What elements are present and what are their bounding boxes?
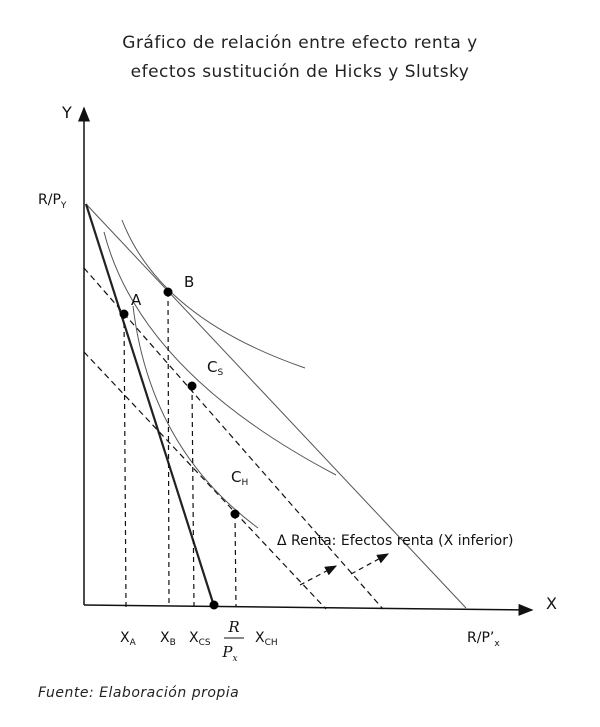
x-axis-label: X (546, 594, 557, 613)
point-ch-label: $C_H$ (231, 468, 249, 488)
drop-line-a (124, 314, 126, 607)
drop-line-b (168, 292, 169, 607)
point-cs-label: $C_S$ (207, 358, 224, 378)
income-arrow-1 (300, 566, 336, 585)
x-intercept-label: $R/P’_x$ (467, 630, 500, 649)
point-ch (231, 510, 240, 519)
income-effect-annotation: Δ Renta: Efectos renta (X inferior) (277, 533, 514, 549)
title-line-2: efectos sustitución de Hicks y Slutsky (130, 62, 470, 82)
y-axis-label: Y (62, 103, 72, 122)
point-b-label: B (184, 273, 195, 291)
point-cs (188, 382, 197, 391)
tick-label-xcs: $X_{CS}$ (189, 630, 211, 648)
point-a-label: A (131, 291, 142, 309)
indifference-curve-mid (104, 232, 336, 475)
point-rpx (210, 601, 219, 610)
tick-label-xa: $X_A$ (120, 630, 136, 648)
compensated-line-slutsky (84, 268, 383, 609)
svg-text:R: R (228, 618, 240, 636)
budget-line-new (86, 204, 214, 606)
point-a (120, 310, 129, 319)
tick-label-r-over-px (221, 618, 244, 664)
tick-label-xch: $X_{CH}$ (255, 630, 278, 648)
indifference-curve-low (133, 306, 258, 528)
drop-line-cs (192, 386, 194, 607)
indifference-curve-high (122, 220, 305, 368)
source-note: Fuente: Elaboración propia (38, 685, 240, 701)
title-line-1: Gráfico de relación entre efecto renta y (122, 33, 478, 53)
income-arrow-2 (351, 554, 388, 574)
drop-line-ch (235, 514, 236, 607)
point-b (164, 288, 173, 297)
y-intercept-label: $R/P_Y$ (38, 192, 67, 211)
tick-label-xb: $X_B$ (160, 630, 176, 648)
x-axis (84, 605, 532, 610)
svg-text:Px: $P_x$ (222, 643, 238, 664)
compensated-line-hicks (84, 352, 326, 609)
